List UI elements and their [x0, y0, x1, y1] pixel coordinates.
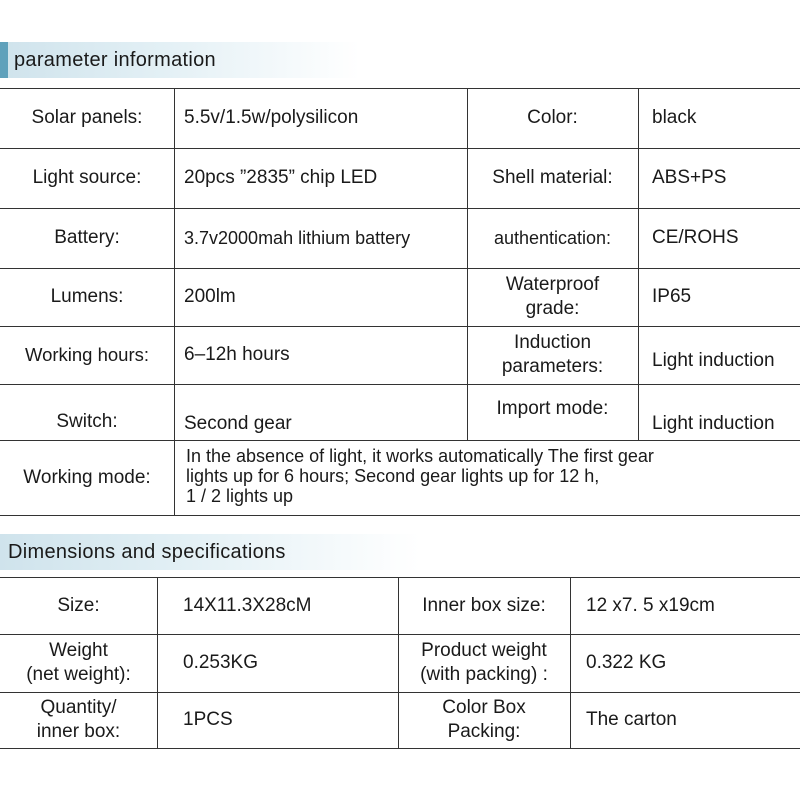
param-value: CE/ROHS	[652, 227, 739, 249]
param-label: Switch:	[56, 411, 118, 433]
section-title: parameter information	[14, 48, 216, 71]
param-label: Solar panels:	[31, 107, 143, 129]
dim-value: 0.322 KG	[586, 652, 667, 674]
param-label: Battery:	[54, 227, 120, 249]
param-label	[467, 326, 638, 384]
dim-value: 14X11.3X28cM	[183, 594, 312, 616]
section-title: Dimensions and specifications	[8, 540, 286, 563]
param-value: 5.5v/1.5w/polysilicon	[184, 107, 359, 129]
label-line: grade:	[525, 298, 580, 319]
param-value: 6–12h hours	[184, 344, 290, 366]
param-label: authentication:	[493, 227, 612, 248]
param-value: Second gear	[184, 413, 292, 435]
section-accent-bar	[0, 42, 8, 78]
text-line: lights up for 6 hours; Second gear lights up for 12 h,	[186, 466, 600, 486]
label-line: Induction	[513, 332, 592, 354]
dim-label	[398, 692, 570, 748]
parameter-section-header	[0, 42, 360, 78]
label-line: (with packing) :	[420, 664, 548, 685]
param-value: black	[652, 107, 697, 129]
dim-label	[0, 692, 157, 748]
dim-value: 12 x7. 5 x19cm	[586, 594, 715, 616]
dim-label	[0, 634, 157, 692]
param-value: IP65	[652, 286, 692, 308]
param-value: Light induction	[652, 413, 775, 435]
dim-label: Inner box size:	[422, 594, 546, 616]
param-label	[467, 268, 638, 326]
dimensions-section-header	[0, 534, 420, 570]
dim-label: Size:	[57, 594, 100, 616]
dim-value: 1PCS	[183, 709, 233, 731]
label-line: Quantity/	[40, 697, 117, 719]
param-label: Import mode:	[496, 398, 609, 420]
param-value: Light induction	[652, 350, 775, 372]
text-line: In the absence of light, it works automatically The first gear	[186, 446, 654, 466]
param-value: ABS+PS	[652, 167, 727, 189]
param-value: 3.7v2000mah lithium battery	[184, 227, 411, 248]
param-label: Working mode:	[23, 466, 151, 488]
label-line: Weight	[49, 640, 108, 662]
label-line: Product weight	[421, 640, 547, 662]
text-line: 1 / 2 lights up	[186, 486, 294, 506]
dim-value: The carton	[586, 709, 677, 731]
param-value: 200lm	[184, 286, 236, 308]
label-line: Waterproof	[505, 274, 600, 296]
param-label: Shell material:	[492, 167, 613, 189]
label-line: (net weight):	[26, 664, 131, 685]
label-line: Packing:	[447, 721, 521, 742]
param-label: Working hours:	[24, 344, 150, 366]
working-mode-text	[174, 446, 800, 512]
label-line: inner box:	[36, 721, 121, 742]
label-line: parameters:	[501, 356, 604, 377]
param-label: Light source:	[32, 167, 142, 189]
label-line: Color Box	[442, 697, 526, 719]
param-label: Lumens:	[50, 286, 124, 308]
dim-label	[398, 634, 570, 692]
param-value: 20pcs ”2835” chip LED	[184, 167, 378, 189]
dim-value: 0.253KG	[183, 652, 258, 674]
param-label: Color:	[527, 107, 578, 129]
